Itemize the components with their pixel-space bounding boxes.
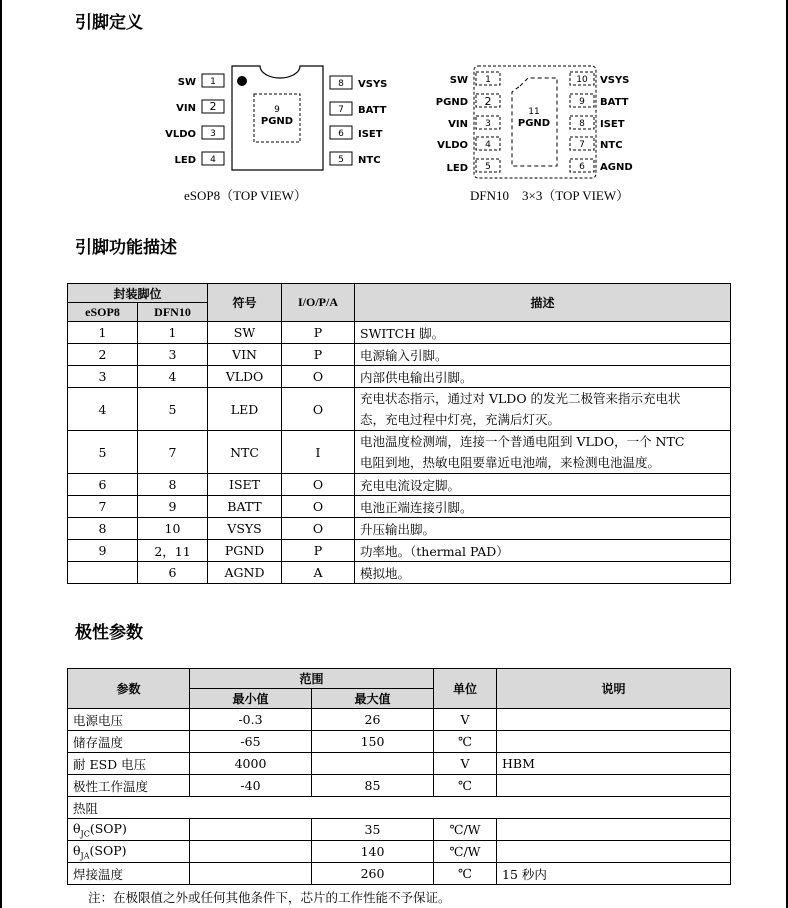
esop8-pin-label: LED <box>174 155 196 166</box>
cell-io: O <box>282 518 355 540</box>
cell-description <box>355 431 731 474</box>
cell-symbol: ISET <box>208 474 282 496</box>
table-row <box>68 474 731 496</box>
page-left-border <box>0 0 2 908</box>
dfn10-pin-num: 4 <box>485 140 491 150</box>
dfn10-pin-num: 9 <box>579 97 585 107</box>
dfn10-left-pins <box>436 72 500 174</box>
esop8-pin-num: 4 <box>210 155 216 165</box>
cell-esop8: 4 <box>68 388 138 431</box>
cell-esop8: 5 <box>68 431 138 474</box>
esop8-pin-label: NTC <box>358 155 381 166</box>
cell-io: O <box>282 474 355 496</box>
description-line: 态，充电过程中灯亮，充满后灯灭。 <box>360 412 561 427</box>
cell-max: 150 <box>312 731 434 753</box>
cell-min: -0.3 <box>190 709 312 731</box>
section-title-absolute-max: 极性参数 <box>75 623 143 643</box>
esop8-pin-num: 3 <box>210 129 216 139</box>
cell-dfn10: 7 <box>138 431 208 474</box>
dfn10-pin-label: NTC <box>600 140 623 151</box>
cell-thermal-label: 热阻 <box>68 797 731 819</box>
header-io: I/O/P/A <box>282 284 355 322</box>
cell-esop8: 3 <box>68 366 138 388</box>
table-row <box>68 431 731 474</box>
cell-esop8 <box>68 562 138 584</box>
dfn10-pin-num: 3 <box>485 119 491 129</box>
cell-dfn10: 2，11 <box>138 540 208 562</box>
table-row <box>68 322 731 344</box>
dfn10-pin-label: BATT <box>600 97 629 108</box>
header-package-pin: 封装脚位 <box>68 284 208 303</box>
cell-note <box>497 775 731 797</box>
dfn10-pin-num: 8 <box>579 119 585 129</box>
cell-io: I <box>282 431 355 474</box>
cell-max: 85 <box>312 775 434 797</box>
esop8-package-diagram <box>160 62 400 172</box>
cell-esop8: 6 <box>68 474 138 496</box>
esop8-pin-num: 6 <box>338 129 344 139</box>
dfn10-pin-label: AGND <box>600 162 633 173</box>
cell-description: 电源输入引脚。 <box>355 344 731 366</box>
dfn10-center-label: PGND <box>517 118 551 129</box>
cell-esop8: 8 <box>68 518 138 540</box>
table-row <box>68 775 731 797</box>
header-range: 范围 <box>190 669 434 689</box>
cell-description: 升压输出脚。 <box>355 518 731 540</box>
cell-min <box>190 841 312 863</box>
table-row <box>68 388 731 431</box>
dfn10-pin-label: VSYS <box>600 75 630 86</box>
esop8-pin-num: 8 <box>338 79 344 89</box>
cell-description <box>355 388 731 431</box>
dfn10-caption: DFN10 3×3（TOP VIEW） <box>470 188 630 203</box>
cell-unit: V <box>434 709 497 731</box>
esop8-pin-label: VLDO <box>165 129 196 140</box>
dfn10-pin-label: SW <box>449 75 468 86</box>
dfn10-pin-num: 7 <box>579 140 585 150</box>
cell-param: 储存温度 <box>68 731 190 753</box>
description-line: 电阻到地，热敏电阻要靠近电池端，来检测电池温度。 <box>360 455 661 470</box>
esop8-caption: eSOP8（TOP VIEW） <box>184 188 307 203</box>
esop8-left-pins <box>165 74 224 166</box>
esop8-right-pins <box>330 76 387 166</box>
dfn10-pin-label: PGND <box>435 97 468 108</box>
dfn10-pin-num: 1 <box>485 75 491 85</box>
table-row <box>68 841 731 863</box>
table-row <box>68 709 731 731</box>
dfn10-pin-label: LED <box>446 163 468 174</box>
theta-suffix: (SOP) <box>89 820 127 836</box>
cell-min <box>190 863 312 885</box>
table-row <box>68 731 731 753</box>
cell-symbol: PGND <box>208 540 282 562</box>
theta-subscript: JC <box>80 829 90 839</box>
table-row <box>68 819 731 841</box>
cell-description: 功率地。（thermal PAD） <box>355 540 731 562</box>
cell-param: 极性工作温度 <box>68 775 190 797</box>
pin-function-table <box>67 283 731 584</box>
cell-dfn10: 9 <box>138 496 208 518</box>
cell-symbol: VLDO <box>208 366 282 388</box>
table-row <box>68 562 731 584</box>
theta-subscript: JA <box>80 851 90 861</box>
cell-io: P <box>282 344 355 366</box>
dfn10-pin-label: VLDO <box>437 140 468 151</box>
cell-io: P <box>282 540 355 562</box>
table-row <box>68 540 731 562</box>
dfn10-pin-label: VIN <box>448 119 468 130</box>
cell-dfn10: 3 <box>138 344 208 366</box>
table-row <box>68 518 731 540</box>
header-dfn10: DFN10 <box>138 303 208 322</box>
esop8-pin-num: 1 <box>210 77 216 87</box>
cell-max: 260 <box>312 863 434 885</box>
cell-unit: ℃/W <box>434 841 497 863</box>
dfn10-center-num: 11 <box>528 107 540 117</box>
cell-symbol: AGND <box>208 562 282 584</box>
pin1-marker-icon <box>237 76 247 86</box>
cell-note <box>497 841 731 863</box>
dfn10-pin-num: 2 <box>484 95 492 108</box>
cell-io: O <box>282 388 355 431</box>
cell-max: 26 <box>312 709 434 731</box>
cell-param: 耐 ESD 电压 <box>68 753 190 775</box>
cell-dfn10: 10 <box>138 518 208 540</box>
cell-param <box>68 841 190 863</box>
dfn10-pin-num: 10 <box>576 75 588 85</box>
header-max: 最大值 <box>312 689 434 709</box>
cell-description: 电池正端连接引脚。 <box>355 496 731 518</box>
theta-symbol: θ <box>73 820 81 836</box>
cell-symbol: BATT <box>208 496 282 518</box>
cell-note <box>497 709 731 731</box>
cell-unit: ℃/W <box>434 819 497 841</box>
cell-esop8: 1 <box>68 322 138 344</box>
header-esop8: eSOP8 <box>68 303 138 322</box>
cell-note <box>497 731 731 753</box>
cell-note <box>497 819 731 841</box>
description-line: 充电状态指示，通过对 VLDO 的发光二极管来指示充电状 <box>360 391 681 406</box>
cell-dfn10: 1 <box>138 322 208 344</box>
cell-description: SWITCH 脚。 <box>355 322 731 344</box>
header-min: 最小值 <box>190 689 312 709</box>
cell-min <box>190 819 312 841</box>
cell-io: A <box>282 562 355 584</box>
header-description: 描述 <box>355 284 731 322</box>
theta-suffix: (SOP) <box>89 842 127 858</box>
cell-dfn10: 5 <box>138 388 208 431</box>
esop8-pin-num: 7 <box>338 105 344 115</box>
absolute-max-table <box>67 668 731 885</box>
cell-note: HBM <box>497 753 731 775</box>
table-row <box>68 753 731 775</box>
esop8-pin-label: VSYS <box>358 79 388 90</box>
cell-esop8: 9 <box>68 540 138 562</box>
dfn10-right-pins <box>570 72 633 173</box>
table-row <box>68 344 731 366</box>
esop8-center-label: PGND <box>260 116 294 127</box>
cell-description: 模拟地。 <box>355 562 731 584</box>
cell-symbol: VSYS <box>208 518 282 540</box>
cell-io: O <box>282 496 355 518</box>
cell-param: 电源电压 <box>68 709 190 731</box>
cell-unit: ℃ <box>434 731 497 753</box>
dfn10-pin-label: ISET <box>600 119 625 130</box>
table-row <box>68 366 731 388</box>
header-note: 说明 <box>497 669 731 709</box>
cell-unit: ℃ <box>434 863 497 885</box>
cell-max: 35 <box>312 819 434 841</box>
header-param: 参数 <box>68 669 190 709</box>
section-title-pin-function: 引脚功能描述 <box>75 238 177 258</box>
cell-param <box>68 819 190 841</box>
cell-unit: ℃ <box>434 775 497 797</box>
cell-dfn10: 6 <box>138 562 208 584</box>
description-line: 电池温度检测端，连接一个普通电阻到 VLDO，一个 NTC <box>360 434 685 449</box>
cell-max: 140 <box>312 841 434 863</box>
esop8-center-num: 9 <box>274 105 280 115</box>
theta-symbol: θ <box>73 842 81 858</box>
cell-esop8: 7 <box>68 496 138 518</box>
footnote: 注：在极限值之外或任何其他条件下，芯片的工作性能不予保证。 <box>88 890 451 905</box>
cell-dfn10: 8 <box>138 474 208 496</box>
cell-io: O <box>282 366 355 388</box>
section-title-pin-definition: 引脚定义 <box>75 13 143 33</box>
cell-unit: V <box>434 753 497 775</box>
esop8-pin-label: VIN <box>176 103 196 114</box>
cell-dfn10: 4 <box>138 366 208 388</box>
cell-symbol: LED <box>208 388 282 431</box>
dfn10-pin-num: 5 <box>485 162 491 172</box>
cell-min: 4000 <box>190 753 312 775</box>
cell-description: 充电电流设定脚。 <box>355 474 731 496</box>
cell-symbol: SW <box>208 322 282 344</box>
cell-symbol: NTC <box>208 431 282 474</box>
table-row <box>68 496 731 518</box>
cell-max <box>312 753 434 775</box>
esop8-pin-label: SW <box>177 77 196 88</box>
table-row <box>68 863 731 885</box>
cell-param: 焊接温度 <box>68 863 190 885</box>
cell-description: 内部供电输出引脚。 <box>355 366 731 388</box>
esop8-pin-num: 5 <box>338 155 344 165</box>
cell-io: P <box>282 322 355 344</box>
table-row <box>68 797 731 819</box>
header-unit: 单位 <box>434 669 497 709</box>
cell-symbol: VIN <box>208 344 282 366</box>
cell-note: 15 秒内 <box>497 863 731 885</box>
dfn10-pin-num: 6 <box>579 162 585 172</box>
dfn10-package-diagram <box>428 62 648 184</box>
esop8-pin-label: BATT <box>358 105 387 116</box>
cell-min: -40 <box>190 775 312 797</box>
cell-min: -65 <box>190 731 312 753</box>
cell-esop8: 2 <box>68 344 138 366</box>
esop8-pin-num: 2 <box>209 100 217 113</box>
esop8-pin-label: ISET <box>358 129 383 140</box>
header-symbol: 符号 <box>208 284 282 322</box>
